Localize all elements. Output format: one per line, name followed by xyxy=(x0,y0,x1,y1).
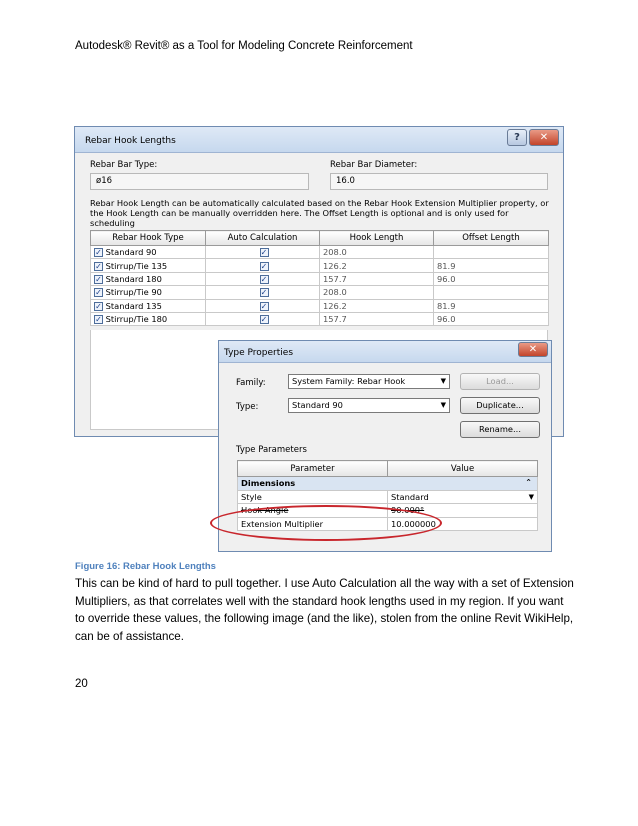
column-header[interactable]: Value xyxy=(388,461,538,477)
offset-length-cell[interactable] xyxy=(434,286,549,299)
dropdown-arrow-icon: ▼ xyxy=(440,401,446,409)
row-select-checkbox[interactable]: ✓ xyxy=(95,274,102,284)
page-number: 20 xyxy=(75,678,88,690)
param-name-cell: Extension Multiplier xyxy=(238,517,388,531)
hook-type-label: Standard 90 xyxy=(105,247,157,258)
dialog-titlebar xyxy=(219,341,551,363)
auto-calc-checkbox[interactable]: ✓ xyxy=(260,248,268,258)
hook-type-cell xyxy=(91,246,206,259)
hook-type-label: Standard 180 xyxy=(105,273,162,284)
hook-type-cell xyxy=(91,259,206,272)
row-select-checkbox[interactable]: ✓ xyxy=(95,301,102,311)
type-parameters-label: Type Parameters xyxy=(236,445,307,455)
type-label: Type: xyxy=(236,402,259,412)
hook-length-cell[interactable]: 208.0 xyxy=(320,286,434,299)
param-value-cell[interactable]: 10.000000 xyxy=(388,517,538,531)
table-row xyxy=(91,246,549,259)
row-select-checkbox[interactable]: ✓ xyxy=(95,261,102,271)
table-row xyxy=(238,504,538,518)
group-row[interactable] xyxy=(238,477,538,491)
row-select-checkbox[interactable]: ✓ xyxy=(95,288,102,298)
family-value: System Family: Rebar Hook xyxy=(292,376,406,386)
hook-length-cell[interactable]: 157.7 xyxy=(320,312,434,325)
offset-length-cell[interactable]: 96.0 xyxy=(434,312,549,325)
param-value-cell[interactable] xyxy=(388,490,538,504)
rename-button[interactable]: Rename... xyxy=(460,421,540,438)
hook-type-cell xyxy=(91,286,206,299)
group-header[interactable] xyxy=(238,477,538,491)
dropdown-arrow-icon: ▼ xyxy=(440,377,446,385)
offset-length-cell[interactable]: 81.9 xyxy=(434,299,549,312)
type-parameters-table xyxy=(237,460,538,531)
auto-calc-checkbox[interactable]: ✓ xyxy=(260,288,268,298)
hook-type-label: Stirrup/Tie 135 xyxy=(105,260,168,271)
bar-diameter-field: 16.0 xyxy=(330,173,548,190)
auto-calc-checkbox[interactable]: ✓ xyxy=(260,274,268,284)
document-header: Autodesk® Revit® as a Tool for Modeling Concrete Reinforcement xyxy=(75,40,413,52)
auto-calc-cell xyxy=(206,312,320,325)
table-row xyxy=(91,312,549,325)
column-header[interactable]: Parameter xyxy=(238,461,388,477)
hook-length-cell[interactable]: 208.0 xyxy=(320,246,434,259)
table-row xyxy=(91,259,549,272)
param-value-cell[interactable]: 90.000° xyxy=(388,504,538,518)
hook-type-label: Stirrup/Tie 90 xyxy=(105,287,162,298)
body-paragraph: This can be kind of hard to pull together. I use Auto Calculation all the way with a set of Extension Multipliers, as that correlates well with the standard hook lengths used in my region. If you want to override these values, the following image (and the like), stolen from the online Revit WikiHelp, can be of assistance. xyxy=(75,577,574,643)
auto-calc-cell xyxy=(206,259,320,272)
param-name-cell: Style xyxy=(238,490,388,504)
table-row xyxy=(238,517,538,531)
hook-type-label: Stirrup/Tie 180 xyxy=(105,314,168,325)
type-dropdown[interactable] xyxy=(288,398,450,413)
family-dropdown[interactable] xyxy=(288,374,450,389)
offset-length-cell[interactable]: 96.0 xyxy=(434,272,549,285)
auto-calc-cell xyxy=(206,299,320,312)
hook-length-cell[interactable]: 126.2 xyxy=(320,299,434,312)
column-header[interactable]: Offset Length xyxy=(434,231,549,246)
hook-type-cell xyxy=(91,299,206,312)
bar-type-field: ø16 xyxy=(90,173,309,190)
hook-length-cell[interactable]: 126.2 xyxy=(320,259,434,272)
close-button[interactable]: ✕ xyxy=(518,342,548,357)
hook-type-label: Standard 135 xyxy=(105,300,162,311)
hook-type-cell xyxy=(91,312,206,325)
offset-length-cell[interactable]: 81.9 xyxy=(434,259,549,272)
offset-length-cell[interactable] xyxy=(434,246,549,259)
column-header[interactable]: Rebar Hook Type xyxy=(91,231,206,246)
dropdown-arrow-icon[interactable]: ▼ xyxy=(528,492,534,501)
info-text: Rebar Hook Length can be automatically calculated based on the Rebar Hook Extension Multiplier property, or the Hook Length can be manually overridden here. The Offset Length is optional and is only used for scheduling xyxy=(90,198,549,228)
table-row xyxy=(91,299,549,312)
group-name: Dimensions xyxy=(241,478,296,489)
dialog-title: Rebar Hook Lengths xyxy=(85,136,176,146)
dialog-titlebar xyxy=(75,127,563,153)
auto-calc-cell xyxy=(206,272,320,285)
dialog-title: Type Properties xyxy=(224,348,294,358)
param-name-cell: Hook Angle xyxy=(238,504,388,518)
column-header[interactable]: Auto Calculation xyxy=(206,231,320,246)
param-value: Standard xyxy=(391,491,429,502)
bar-diameter-label: Rebar Bar Diameter: xyxy=(330,160,418,170)
auto-calc-cell xyxy=(206,246,320,259)
column-header[interactable]: Hook Length xyxy=(320,231,434,246)
auto-calc-checkbox[interactable]: ✓ xyxy=(260,261,268,271)
type-properties-dialog xyxy=(218,340,552,552)
table-row xyxy=(91,286,549,299)
auto-calc-checkbox[interactable]: ✓ xyxy=(260,315,268,325)
hook-length-cell[interactable]: 157.7 xyxy=(320,272,434,285)
auto-calc-checkbox[interactable]: ✓ xyxy=(260,301,268,311)
close-button[interactable]: ✕ xyxy=(529,129,559,146)
load-button[interactable]: Load... xyxy=(460,373,540,390)
row-select-checkbox[interactable]: ✓ xyxy=(95,315,102,325)
row-select-checkbox[interactable]: ✓ xyxy=(95,248,102,258)
help-button[interactable]: ? xyxy=(507,129,527,146)
table-row xyxy=(91,272,549,285)
family-label: Family: xyxy=(236,378,266,388)
hook-type-cell xyxy=(91,272,206,285)
hook-lengths-table xyxy=(90,230,549,326)
collapse-icon[interactable]: ⌃ xyxy=(525,478,532,488)
duplicate-button[interactable]: Duplicate... xyxy=(460,397,540,414)
bar-type-label: Rebar Bar Type: xyxy=(90,160,158,170)
type-value: Standard 90 xyxy=(292,400,343,410)
auto-calc-cell xyxy=(206,286,320,299)
table-row xyxy=(238,490,538,504)
figure-caption: Figure 16: Rebar Hook Lengths xyxy=(75,561,216,572)
